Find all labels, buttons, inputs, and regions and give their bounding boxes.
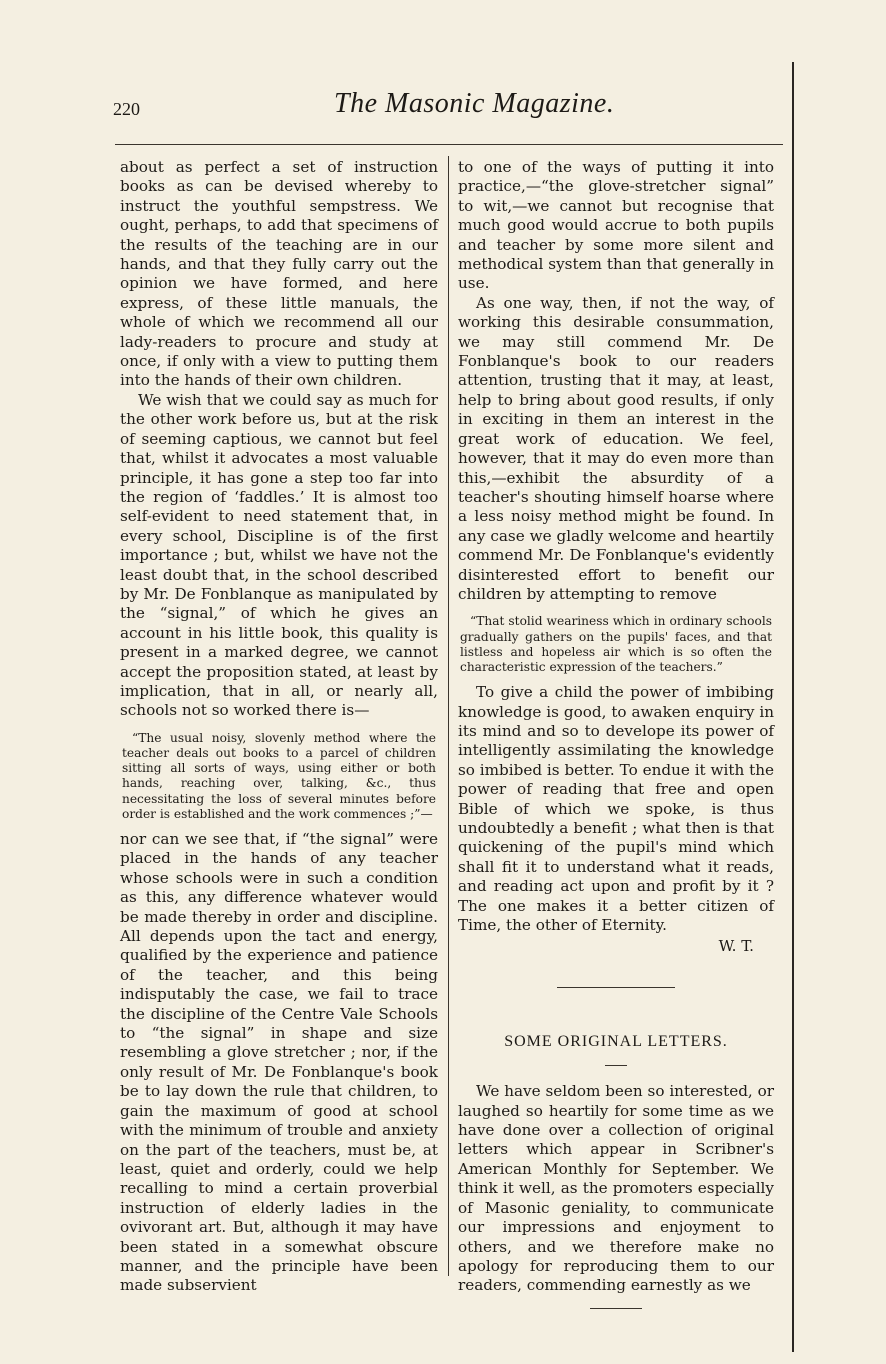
running-title: The Masonic Magazine.	[334, 88, 615, 119]
paragraph: about as perfect a set of instruction books as can be devised whereby to instruct the youthful sempstress. We ought, perhaps, to add that specimens of the results of the teaching are in our hands, and that they fully carry out the opinion we have formed, and here express, of these little manuals, the whole of which we recommend all our lady-readers to procure and study at once, if only with a view to putting them into the hands of their own children.	[120, 158, 438, 390]
header-rule	[115, 144, 783, 145]
author-signature: W. T.	[718, 937, 754, 956]
paragraph: To give a child the power of imbibing knowledge is good, to awaken enquiry in its mind and so to develope its power of intelligently assimilating the knowledge so imbibed is better. To endue it with the power of reading that free and open Bible of which we spoke, is thus undoubtedly a benefit ; what then is that quickening of the pupil's mind which shall fit it to understand what it reads, and reading act upon and profit by it ? The one makes it a better citizen of Time, the other of Eternity.	[458, 683, 774, 935]
section-rule	[557, 987, 675, 988]
paragraph: We wish that we could say as much for the other work before us, but at the risk of seeming captious, we cannot but feel that, whilst it advocates a most valuable principle, it has gone a step too far into the region of ‘faddles.’ It is almost too self-evident to need statement that, in every school, Discipline is of the first importance ; but, whilst we have not the least doubt that, in the school described by Mr. De Fonblanque as manipulated by the “signal,” of which he gives an account in his little book, this quality is present in a marked degree, we cannot accept the proposition stated, at least by implication, that in all, or nearly all, schools not so worked there is—	[120, 390, 438, 720]
page-edge-line	[792, 62, 794, 1352]
page-number: 220	[113, 99, 140, 119]
paragraph: As one way, then, if not the way, of working this desirable consummation, we may still commend Mr. De Fonblanque's book to our readers attention, trusting that it may, at least, help to bring about good results, if only in exciting in them an interest in the great work of education. We feel, however, that it may do even more than this,—exhibit the absurdity of a teacher's shouting himself hoarse where a less noisy method might be found. In any case we gladly welcome and heartily commend Mr. De Fonblanque's evidently disinterested effort to benefit our children by attempting to remove	[458, 293, 774, 603]
continuation-mark	[590, 1308, 642, 1309]
block-quote: “The usual noisy, slovenly method where the teacher deals out books to a parcel of children sitting all sorts of ways, using either or both hands, reaching over, talking, &c., thus necessitating the loss of several minutes before order is established and the work commences ;”—	[122, 730, 436, 821]
section-heading: SOME ORIGINAL LETTERS.	[504, 1032, 728, 1050]
column-divider	[448, 156, 449, 1276]
paragraph: to one of the ways of putting it into practice,—“the glove-stretcher signal” to wit,—we cannot but recognise that much good would accrue to both pupils and teacher by some more silent and methodical system than that generally in use.	[458, 158, 774, 293]
paragraph: We have seldom been so interested, or laughed so heartily for some time as we have done over a collection of original letters which appear in Scribner's American Monthly for September. We think it well, as the promoters especially of Masonic geniality, to communicate our impressions and enjoyment to others, and we therefore make no apology for reproducing them to our readers, commending earnestly as we	[458, 1082, 774, 1295]
heading-underline	[605, 1065, 627, 1066]
right-column	[458, 158, 774, 1309]
left-column	[120, 158, 438, 1296]
paragraph: nor can we see that, if “the signal” were placed in the hands of any teacher whose schools were in such a condition as this, any difference whatever would be made thereby in order and discipline. All depends upon the tact and energy, qualified by the experience and patience of the teacher, and this being indisputably the case, we fail to trace the discipline of the Centre Vale Schools to “the signal” in shape and size resembling a glove stretcher ; nor, if the only result of Mr. De Fonblanque's book be to lay down the rule that children, to gain the maximum of good at school with the minimum of trouble and anxiety on the part of the teachers, must be, at least, quiet and orderly, could we help recalling to mind a certain proverbial instruction of elderly ladies in the ovivorant art. But, although it may have been stated in a somewhat obscure manner, and the principle have been made subservient	[120, 830, 438, 1295]
block-quote: “That stolid weariness which in ordinary schools gradually gathers on the pupils' faces, and that listless and hopeless air which is so often the characteristic expression of the teachers.”	[460, 614, 772, 674]
